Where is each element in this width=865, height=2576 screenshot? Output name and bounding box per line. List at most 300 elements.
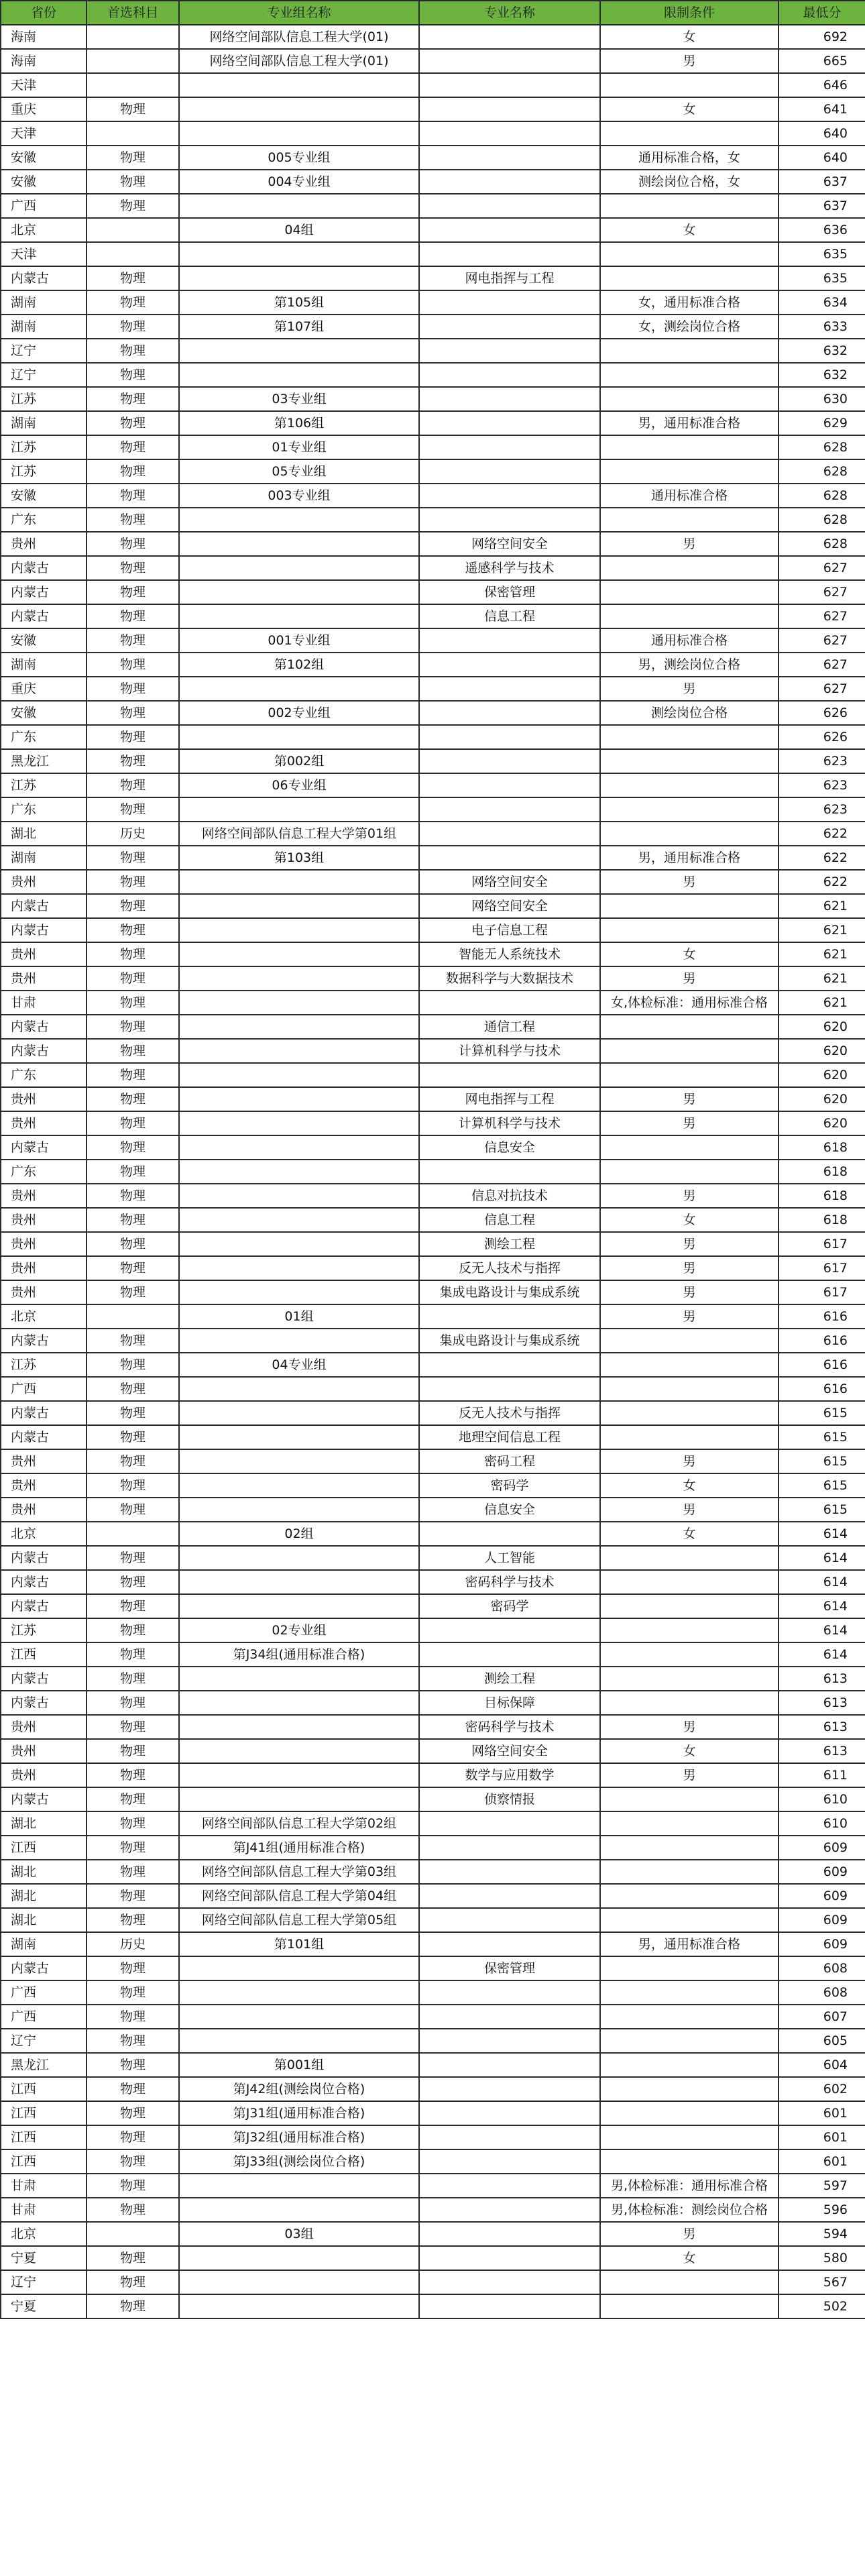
cell-min-score: 617 [778, 1232, 865, 1256]
cell-subject [86, 49, 179, 73]
table-row [1, 749, 865, 773]
cell-subject: 物理 [86, 1111, 179, 1135]
cell-limit: 男 [600, 49, 778, 73]
cell-min-score: 614 [778, 1570, 865, 1594]
table-row [1, 556, 865, 580]
table-row [1, 146, 865, 170]
cell-group: 002专业组 [179, 701, 419, 725]
cell-subject: 物理 [86, 508, 179, 532]
cell-major [419, 2053, 600, 2077]
cell-group: 第102组 [179, 653, 419, 677]
cell-min-score: 615 [778, 1449, 865, 1473]
cell-province: 贵州 [1, 1473, 86, 1498]
cell-min-score: 635 [778, 266, 865, 290]
table-row [1, 1715, 865, 1739]
cell-province: 贵州 [1, 1111, 86, 1135]
cell-min-score: 628 [778, 435, 865, 459]
table-row [1, 822, 865, 846]
cell-province: 内蒙古 [1, 1329, 86, 1353]
cell-limit [600, 1039, 778, 1063]
cell-group [179, 580, 419, 604]
cell-province: 湖南 [1, 846, 86, 870]
cell-subject: 物理 [86, 484, 179, 508]
cell-group [179, 1449, 419, 1473]
cell-major: 信息工程 [419, 604, 600, 628]
cell-min-score: 610 [778, 1811, 865, 1836]
cell-subject: 物理 [86, 846, 179, 870]
cell-limit [600, 1811, 778, 1836]
cell-min-score: 614 [778, 1618, 865, 1642]
table-row [1, 484, 865, 508]
table-row [1, 1546, 865, 1570]
cell-min-score: 618 [778, 1184, 865, 1208]
cell-subject: 物理 [86, 387, 179, 411]
cell-subject: 物理 [86, 1691, 179, 1715]
cell-limit [600, 2077, 778, 2101]
cell-group: 04专业组 [179, 1353, 419, 1377]
cell-subject: 物理 [86, 532, 179, 556]
cell-group: 第002组 [179, 749, 419, 773]
cell-province: 江西 [1, 2125, 86, 2149]
table-row [1, 266, 865, 290]
cell-subject: 物理 [86, 628, 179, 653]
cell-province: 贵州 [1, 966, 86, 991]
cell-min-score: 623 [778, 797, 865, 822]
cell-subject [86, 1522, 179, 1546]
cell-major [419, 2029, 600, 2053]
cell-group [179, 2029, 419, 2053]
table-row [1, 1377, 865, 1401]
cell-province: 贵州 [1, 870, 86, 894]
table-row [1, 1473, 865, 1498]
cell-province: 安徽 [1, 146, 86, 170]
cell-subject: 物理 [86, 2029, 179, 2053]
table-row [1, 1594, 865, 1618]
cell-group [179, 966, 419, 991]
table-row [1, 532, 865, 556]
cell-limit [600, 580, 778, 604]
cell-group [179, 797, 419, 822]
table-row [1, 1401, 865, 1425]
cell-min-score: 628 [778, 508, 865, 532]
cell-limit [600, 822, 778, 846]
cell-province: 天津 [1, 73, 86, 97]
cell-min-score: 609 [778, 1908, 865, 1932]
cell-province: 贵州 [1, 1256, 86, 1280]
cell-limit: 男，通用标准合格 [600, 1932, 778, 1956]
cell-group: 03专业组 [179, 387, 419, 411]
cell-limit [600, 363, 778, 387]
cell-major [419, 1618, 600, 1642]
table-row [1, 1980, 865, 2005]
cell-limit: 男 [600, 1304, 778, 1329]
cell-subject: 物理 [86, 1642, 179, 1667]
cell-major [419, 290, 600, 315]
table-row [1, 1087, 865, 1111]
header-limit: 限制条件 [600, 1, 778, 25]
cell-subject: 物理 [86, 653, 179, 677]
cell-subject: 物理 [86, 435, 179, 459]
table-row [1, 290, 865, 315]
table-row [1, 1836, 865, 1860]
cell-province: 江苏 [1, 1618, 86, 1642]
cell-min-score: 617 [778, 1280, 865, 1304]
cell-province: 湖南 [1, 1932, 86, 1956]
cell-subject: 物理 [86, 146, 179, 170]
cell-min-score: 621 [778, 966, 865, 991]
cell-major: 智能无人系统技术 [419, 942, 600, 966]
cell-group [179, 1377, 419, 1401]
cell-limit [600, 1425, 778, 1449]
table-row [1, 1256, 865, 1280]
cell-group: 001专业组 [179, 628, 419, 653]
cell-group [179, 532, 419, 556]
cell-province: 贵州 [1, 1449, 86, 1473]
cell-subject [86, 121, 179, 146]
cell-subject: 物理 [86, 1618, 179, 1642]
cell-limit [600, 1787, 778, 1811]
cell-province: 湖北 [1, 822, 86, 846]
cell-subject: 物理 [86, 1063, 179, 1087]
cell-subject: 物理 [86, 1884, 179, 1908]
table-row [1, 870, 865, 894]
cell-major [419, 218, 600, 242]
cell-min-score: 623 [778, 773, 865, 797]
table-row [1, 1522, 865, 1546]
cell-limit: 男，通用标准合格 [600, 411, 778, 435]
cell-min-score: 567 [778, 2270, 865, 2294]
table-row [1, 2029, 865, 2053]
cell-group: 02组 [179, 1522, 419, 1546]
cell-min-score: 629 [778, 411, 865, 435]
cell-limit [600, 749, 778, 773]
cell-province: 内蒙古 [1, 580, 86, 604]
cell-major: 地理空间信息工程 [419, 1425, 600, 1449]
cell-min-score: 594 [778, 2222, 865, 2246]
cell-province: 安徽 [1, 628, 86, 653]
cell-subject: 物理 [86, 459, 179, 484]
cell-min-score: 620 [778, 1087, 865, 1111]
cell-major: 集成电路设计与集成系统 [419, 1329, 600, 1353]
table-row [1, 701, 865, 725]
cell-major [419, 363, 600, 387]
table-row [1, 942, 865, 966]
cell-province: 北京 [1, 1522, 86, 1546]
cell-limit [600, 194, 778, 218]
cell-province: 宁夏 [1, 2294, 86, 2318]
cell-limit [600, 1015, 778, 1039]
cell-min-score: 610 [778, 1787, 865, 1811]
cell-major [419, 2077, 600, 2101]
cell-subject: 物理 [86, 749, 179, 773]
cell-group [179, 1184, 419, 1208]
cell-min-score: 621 [778, 991, 865, 1015]
cell-group [179, 677, 419, 701]
cell-major [419, 677, 600, 701]
cell-group: 003专业组 [179, 484, 419, 508]
cell-subject: 物理 [86, 339, 179, 363]
cell-limit [600, 894, 778, 918]
cell-group [179, 1498, 419, 1522]
cell-subject: 物理 [86, 1473, 179, 1498]
cell-group [179, 508, 419, 532]
cell-min-score: 597 [778, 2174, 865, 2198]
cell-province: 天津 [1, 242, 86, 266]
cell-major [419, 991, 600, 1015]
table-row [1, 918, 865, 942]
table-row [1, 1015, 865, 1039]
cell-group [179, 1135, 419, 1160]
cell-limit: 男 [600, 532, 778, 556]
cell-group [179, 1401, 419, 1425]
cell-limit: 男，通用标准合格 [600, 846, 778, 870]
cell-min-score: 646 [778, 73, 865, 97]
table-row [1, 508, 865, 532]
cell-limit: 男 [600, 1763, 778, 1787]
cell-province: 内蒙古 [1, 1570, 86, 1594]
cell-group [179, 266, 419, 290]
cell-subject: 物理 [86, 942, 179, 966]
cell-subject: 物理 [86, 894, 179, 918]
cell-min-score: 611 [778, 1763, 865, 1787]
table-row [1, 121, 865, 146]
cell-limit: 女 [600, 1473, 778, 1498]
cell-min-score: 628 [778, 459, 865, 484]
cell-min-score: 580 [778, 2246, 865, 2270]
cell-subject: 物理 [86, 2101, 179, 2125]
cell-major: 集成电路设计与集成系统 [419, 1280, 600, 1304]
cell-limit [600, 1063, 778, 1087]
cell-limit: 女，通用标准合格 [600, 290, 778, 315]
cell-province: 重庆 [1, 677, 86, 701]
cell-major [419, 194, 600, 218]
cell-limit [600, 339, 778, 363]
cell-group: 第J31组(通用标准合格) [179, 2101, 419, 2125]
cell-subject: 物理 [86, 797, 179, 822]
table-row [1, 1353, 865, 1377]
cell-subject: 物理 [86, 1787, 179, 1811]
cell-major [419, 121, 600, 146]
cell-subject: 物理 [86, 870, 179, 894]
cell-min-score: 623 [778, 749, 865, 773]
table-row [1, 2294, 865, 2318]
cell-major [419, 628, 600, 653]
cell-province: 湖南 [1, 653, 86, 677]
cell-major [419, 435, 600, 459]
cell-group: 第J41组(通用标准合格) [179, 1836, 419, 1860]
cell-limit: 男 [600, 870, 778, 894]
cell-min-score: 626 [778, 725, 865, 749]
table-row [1, 1691, 865, 1715]
cell-major [419, 2174, 600, 2198]
table-row [1, 1763, 865, 1787]
cell-province: 安徽 [1, 484, 86, 508]
cell-min-score: 630 [778, 387, 865, 411]
cell-group: 005专业组 [179, 146, 419, 170]
cell-subject: 物理 [86, 170, 179, 194]
cell-group [179, 1763, 419, 1787]
table-row [1, 725, 865, 749]
table-row [1, 2149, 865, 2174]
cell-major: 遥感科学与技术 [419, 556, 600, 580]
table-row [1, 1449, 865, 1473]
table-row [1, 1884, 865, 1908]
cell-limit: 通用标准合格，女 [600, 146, 778, 170]
cell-group [179, 2294, 419, 2318]
cell-limit [600, 1546, 778, 1570]
cell-limit [600, 918, 778, 942]
cell-min-score: 615 [778, 1401, 865, 1425]
cell-limit: 女 [600, 1739, 778, 1763]
cell-province: 贵州 [1, 1087, 86, 1111]
cell-min-score: 622 [778, 870, 865, 894]
cell-group [179, 894, 419, 918]
cell-group [179, 1425, 419, 1449]
cell-group: 第106组 [179, 411, 419, 435]
cell-subject: 物理 [86, 1184, 179, 1208]
cell-province: 辽宁 [1, 339, 86, 363]
cell-subject: 物理 [86, 1739, 179, 1763]
cell-min-score: 692 [778, 25, 865, 49]
cell-province: 广东 [1, 725, 86, 749]
table-row [1, 339, 865, 363]
table-row [1, 966, 865, 991]
table-row [1, 991, 865, 1015]
cell-province: 广东 [1, 508, 86, 532]
cell-major [419, 146, 600, 170]
cell-limit [600, 2101, 778, 2125]
cell-limit: 测绘岗位合格 [600, 701, 778, 725]
cell-major: 网电指挥与工程 [419, 266, 600, 290]
cell-subject: 物理 [86, 1087, 179, 1111]
table-row [1, 604, 865, 628]
cell-group [179, 1087, 419, 1111]
cell-group: 第001组 [179, 2053, 419, 2077]
cell-province: 湖北 [1, 1884, 86, 1908]
table-row [1, 97, 865, 121]
header-group: 专业组名称 [179, 1, 419, 25]
cell-major [419, 2198, 600, 2222]
cell-province: 江西 [1, 2101, 86, 2125]
cell-group [179, 97, 419, 121]
table-row [1, 773, 865, 797]
cell-major: 信息安全 [419, 1135, 600, 1160]
cell-limit: 男,体检标准：测绘岗位合格 [600, 2198, 778, 2222]
cell-limit: 男 [600, 1111, 778, 1135]
cell-limit [600, 242, 778, 266]
table-row [1, 2270, 865, 2294]
cell-province: 内蒙古 [1, 894, 86, 918]
cell-min-score: 620 [778, 1063, 865, 1087]
cell-province: 贵州 [1, 1763, 86, 1787]
cell-major [419, 2270, 600, 2294]
cell-group [179, 1570, 419, 1594]
cell-limit [600, 1642, 778, 1667]
cell-province: 内蒙古 [1, 1667, 86, 1691]
cell-major [419, 2246, 600, 2270]
table-row [1, 363, 865, 387]
cell-limit: 通用标准合格 [600, 484, 778, 508]
cell-limit: 男 [600, 1498, 778, 1522]
cell-min-score: 605 [778, 2029, 865, 2053]
cell-limit: 女 [600, 942, 778, 966]
cell-major [419, 2294, 600, 2318]
table-row [1, 1860, 865, 1884]
header-subject: 首选科目 [86, 1, 179, 25]
cell-group [179, 2005, 419, 2029]
table-row [1, 1232, 865, 1256]
cell-subject: 物理 [86, 2005, 179, 2029]
cell-subject: 物理 [86, 411, 179, 435]
cell-limit [600, 1160, 778, 1184]
cell-major [419, 73, 600, 97]
cell-subject: 物理 [86, 725, 179, 749]
cell-limit: 男 [600, 966, 778, 991]
table-row [1, 1184, 865, 1208]
cell-subject: 物理 [86, 1763, 179, 1787]
table-row [1, 1618, 865, 1642]
cell-limit [600, 556, 778, 580]
table-row [1, 1039, 865, 1063]
cell-major: 测绘工程 [419, 1667, 600, 1691]
cell-min-score: 622 [778, 846, 865, 870]
table-row [1, 2174, 865, 2198]
cell-major [419, 339, 600, 363]
cell-min-score: 627 [778, 677, 865, 701]
cell-subject: 物理 [86, 701, 179, 725]
cell-limit [600, 2053, 778, 2077]
cell-province: 内蒙古 [1, 1015, 86, 1039]
cell-min-score: 616 [778, 1377, 865, 1401]
table-row [1, 894, 865, 918]
cell-province: 宁夏 [1, 2246, 86, 2270]
cell-min-score: 637 [778, 194, 865, 218]
cell-major [419, 1642, 600, 1667]
cell-province: 江苏 [1, 459, 86, 484]
table-row [1, 73, 865, 97]
table-row [1, 170, 865, 194]
table-row [1, 580, 865, 604]
cell-limit: 男 [600, 1087, 778, 1111]
cell-group [179, 1546, 419, 1570]
cell-major: 网络空间安全 [419, 532, 600, 556]
table-row [1, 387, 865, 411]
cell-min-score: 621 [778, 894, 865, 918]
cell-province: 江西 [1, 1836, 86, 1860]
cell-major: 密码科学与技术 [419, 1570, 600, 1594]
cell-major [419, 725, 600, 749]
table-row [1, 218, 865, 242]
table-row [1, 2053, 865, 2077]
cell-limit: 男 [600, 2222, 778, 2246]
table-row [1, 1956, 865, 1980]
cell-major [419, 508, 600, 532]
cell-major: 密码工程 [419, 1449, 600, 1473]
cell-subject: 物理 [86, 1208, 179, 1232]
table-row [1, 2077, 865, 2101]
cell-major [419, 387, 600, 411]
cell-min-score: 627 [778, 556, 865, 580]
cell-min-score: 613 [778, 1715, 865, 1739]
cell-subject: 物理 [86, 1015, 179, 1039]
cell-major [419, 2101, 600, 2125]
cell-subject: 物理 [86, 1377, 179, 1401]
cell-subject: 物理 [86, 2125, 179, 2149]
cell-subject: 物理 [86, 1908, 179, 1932]
cell-group [179, 1739, 419, 1763]
cell-subject: 物理 [86, 1860, 179, 1884]
cell-limit: 女 [600, 97, 778, 121]
